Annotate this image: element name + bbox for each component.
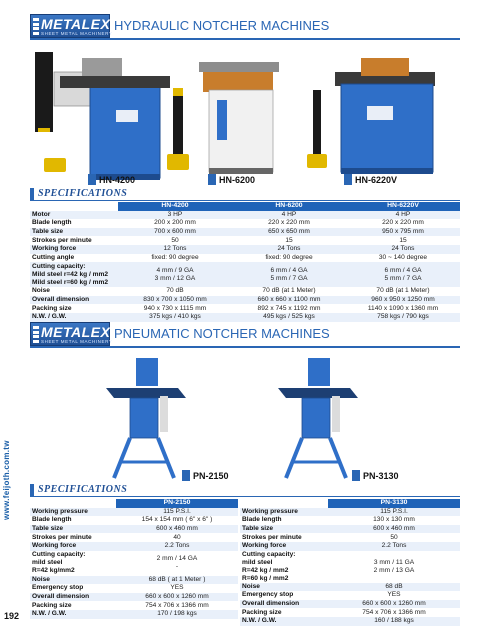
cell-value: 24 Tons [346,245,460,254]
cell-value: 15 [285,236,293,244]
cell-value: 30 ~ 140 degree [378,253,428,261]
cell-value: 50 [390,533,398,541]
table-row [30,584,238,593]
table-row [30,287,460,296]
cell-value: 160 / 188 kgs [328,617,460,626]
cell-value-line: 5 mm / 7 GA [384,274,422,282]
cell-value: 24 Tons [232,245,346,254]
row-label: Blade length [32,219,72,227]
row-label [30,262,118,287]
cell-value: 758 kgs / 790 kgs [346,313,460,322]
row-label: Working force [30,542,116,551]
pneumatic-specifications-banner: SPECIFICATIONS [30,484,460,496]
cell-value: 2.2 Tons [328,542,460,551]
cell-value-line: - [175,563,179,571]
row-label-line: Mild steel r=42 kg / mm2 [32,270,109,278]
cell-value: 600 x 460 mm [328,525,460,534]
cell-value [116,551,238,576]
row-label: N.W. / G.W. [240,617,328,626]
row-label: Emergency stop [32,584,84,592]
cell-value: 940 x 730 x 1115 mm [143,304,207,312]
pn-3130-machine-image [272,354,362,484]
row-label: Noise [240,583,328,592]
pneumatic-section-title: PNEUMATIC NOTCHER MACHINES [114,326,330,341]
table-row [30,245,460,254]
table-row [30,254,460,263]
cell-value: 4 HP [232,211,346,220]
cell-value: 3 HP [118,211,232,220]
column-header-hn-6220v: HN-6220V [346,202,460,211]
cell-value: 50 [171,236,179,244]
row-label: Overall dimension [240,600,328,609]
table-row [30,533,238,542]
cell-value: 40 [173,533,181,541]
cell-value-line: 2 mm / 13 GA [373,566,415,574]
row-label: Noise [32,287,50,295]
page-number: 192 [4,611,20,621]
metalex-logo: METALEX SHEET METAL MACHINERY [30,322,110,346]
table-row [30,576,238,585]
cell-value: 68 dB ( at 1 Meter ) [116,576,238,585]
row-label-line: mild steel [242,558,273,566]
pn-3130-spec-table [240,499,460,626]
table-row [30,304,460,313]
metalex-logo: METALEX SHEET METAL MACHINERY [30,14,110,38]
cell-value: 130 x 130 mm [373,516,415,524]
cell-value [232,262,346,287]
row-label: Strokes per minute [32,533,92,541]
row-label: Strokes per minute [32,236,92,244]
cell-value [118,262,232,287]
cell-value: 950 x 795 mm [346,228,460,237]
cell-value [346,262,460,287]
row-label-line: R=60 kg / mm2 [242,574,289,582]
table-row [240,508,460,517]
cell-value-line: 4 mm / 9 GA [156,266,194,274]
row-label-line: Cutting capacity: [32,262,86,270]
cell-value: YES [170,584,184,592]
row-label: Working force [30,245,118,254]
table-row [240,551,460,583]
row-label: Blade length [32,516,72,524]
pn-2150-spec-table [30,499,238,619]
table-row [30,228,460,237]
table-row [240,533,460,542]
table-row [30,313,460,322]
table-row [30,516,238,525]
row-label: Overall dimension [30,593,116,602]
cell-value: 660 x 660 x 1100 mm [232,296,346,305]
row-label [30,551,116,576]
cell-value: YES [387,591,401,599]
table-row [30,542,238,551]
hn-6220v-machine-image [305,48,455,183]
row-label-line: mild steel [32,559,63,567]
pneumatic-section-header [30,322,460,348]
cell-value: 220 x 220 mm [382,219,424,227]
cell-value: 68 dB [328,583,460,592]
row-label: Emergency stop [242,591,294,599]
cell-value: 830 x 700 x 1050 mm [118,296,232,305]
table-row [30,296,460,305]
hn-4200-machine-image [30,48,170,188]
table-row [30,211,460,220]
table-row [30,236,460,245]
cell-value: 754 x 706 x 1366 mm [145,601,209,609]
table-row [240,617,460,626]
column-header-pn-3130: PN-3130 [328,499,460,508]
cell-value: 12 Tons [118,245,232,254]
cell-value-line: 2 mm / 14 GA [156,555,198,563]
row-label: Overall dimension [30,296,118,305]
model-label-pn-2150: PN-2150 [182,470,229,481]
cell-value: 15 [399,236,407,244]
cell-value-line: 5 mm / 7 GA [270,274,308,282]
table-row [30,601,238,610]
row-label: Strokes per minute [242,533,302,541]
model-label-pn-3130: PN-3130 [352,470,399,481]
table-row [30,508,238,517]
table-row [240,583,460,592]
cell-value: 754 x 706 x 1366 mm [362,608,426,616]
table-row [240,516,460,525]
table-row [30,525,238,534]
cell-value: 115 P.S.I. [116,508,238,517]
cell-value: 70 dB (at 1 Meter) [376,287,430,295]
row-label: Noise [30,576,116,585]
cell-value: 4 HP [346,211,460,220]
row-label: Packing size [32,601,72,609]
table-row [30,551,238,576]
row-label-line: R=42 kg / mm2 [242,566,289,574]
hydraulic-spec-table [30,202,460,322]
cell-value-line: 3 mm / 11 GA [373,558,415,566]
row-label: Packing size [32,304,72,312]
table-row [30,593,238,602]
row-label: Working force [240,542,328,551]
cell-value: 70 dB [166,287,184,295]
row-label: Table size [30,228,118,237]
row-label: Working pressure [30,508,116,517]
model-label-hn-6220v: HN-6220V [344,174,397,185]
row-label: N.W. / G.W. [30,610,116,619]
row-label: Motor [30,211,118,220]
row-label-line: Cutting capacity: [242,550,296,558]
row-label: Packing size [242,608,282,616]
cell-value-line: 6 mm / 4 GA [384,266,422,274]
cell-value: 115 P.S.I. [328,508,460,517]
cell-value-line: 6 mm / 4 GA [270,266,308,274]
table-row [240,525,460,534]
row-label-line: Cutting capacity: [32,551,86,559]
cell-value: 70 dB (at 1 Meter) [262,287,316,295]
cell-value: 154 x 154 mm ( 6" x 6" ) [141,516,213,524]
cell-value: 600 x 460 mm [116,525,238,534]
model-label-hn-4200: HN-4200 [88,174,135,185]
row-label [240,551,328,583]
cell-value: 1140 x 1090 x 1360 mm [367,304,439,312]
hydraulic-section-title: HYDRAULIC NOTCHER MACHINES [114,18,330,33]
row-label: Table size [240,525,328,534]
hydraulic-section-header [30,14,460,40]
row-label-line: Mild steel r=60 kg / mm2 [32,278,109,286]
cell-value: fixed: 90 degree [151,253,199,261]
table-row [240,600,460,609]
cell-value: 375 kgs / 410 kgs [118,313,232,322]
cell-value: 220 x 220 mm [268,219,310,227]
table-row [240,591,460,600]
table-row [30,262,460,287]
cell-value: 892 x 745 x 1192 mm [257,304,321,312]
model-label-hn-6200: HN-6200 [208,174,255,185]
row-label: Working pressure [240,508,328,517]
cell-value: 960 x 950 x 1250 mm [346,296,460,305]
column-header-hn-6200: HN-6200 [232,202,346,211]
row-label: Cutting angle [32,253,75,261]
side-website-url: www.feijoth.com.tw [2,440,11,520]
row-label: Blade length [242,516,282,524]
hydraulic-specifications-banner: SPECIFICATIONS [30,188,460,200]
row-label: Table size [30,525,116,534]
column-header-pn-2150: PN-2150 [116,499,238,508]
pn-2150-machine-image [100,354,190,484]
cell-value: 200 x 200 mm [154,219,196,227]
column-header-hn-4200: HN-4200 [118,202,232,211]
cell-value: 650 x 650 mm [232,228,346,237]
table-row [30,610,238,619]
cell-value: 660 x 600 x 1260 mm [116,593,238,602]
row-label: N.W. / G.W. [30,313,118,322]
hn-6200-machine-image [165,42,300,182]
row-label-line: R=42 kg/mm2 [32,567,75,575]
table-row [240,542,460,551]
cell-value: 2.2 Tons [116,542,238,551]
cell-value: 700 x 600 mm [118,228,232,237]
cell-value-line: 3 mm / 12 GA [154,274,196,282]
cell-value: 495 kgs / 525 kgs [232,313,346,322]
cell-value [328,551,460,583]
table-row [240,608,460,617]
cell-value: 170 / 198 kgs [116,610,238,619]
cell-value: fixed: 90 degree [265,253,313,261]
table-row [30,219,460,228]
cell-value: 660 x 600 x 1260 mm [328,600,460,609]
